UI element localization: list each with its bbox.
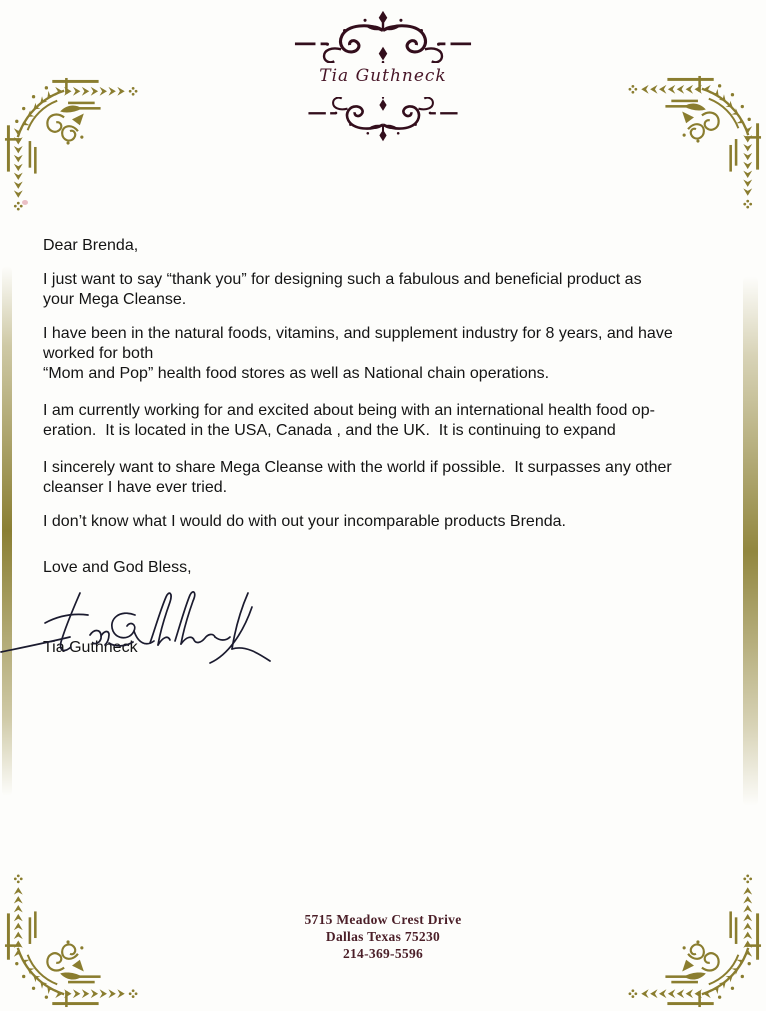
address-line-1: 5715 Meadow Crest Drive [304, 912, 462, 927]
damask-crown-flipped-icon [307, 97, 459, 142]
letter-line: your Mega Cleanse. [43, 291, 187, 308]
paragraph [43, 324, 743, 384]
damask-crown-icon [293, 10, 473, 63]
paragraph [43, 401, 743, 441]
paragraph [43, 270, 743, 310]
scan-edge-artifact-right [743, 276, 758, 806]
letter-line: I don’t know what I would do with out your incomparable products Brenda. [43, 513, 566, 530]
typed-name: Tia Guthneck [43, 639, 138, 656]
letter-line: “Mom and Pop” health food stores as well as National chain operations. [43, 365, 550, 382]
paragraph [43, 512, 743, 532]
letter-line: I have been in the natural foods, vitamins, and supplement industry for 8 years, and have [43, 325, 673, 342]
corner-flourish-top-right-icon [625, 74, 763, 212]
salutation: Dear Brenda, [43, 237, 139, 254]
corner-flourish-top-left-icon [3, 76, 141, 214]
scan-smudge [22, 200, 28, 205]
paragraph [43, 458, 743, 498]
phone-number: 214-369-5596 [342, 946, 424, 961]
letter-line: I am currently working for and excited about being with an international health food op- [43, 402, 655, 419]
handwritten-signature-image [0, 585, 310, 673]
monogram-name: Tia Guthneck [319, 66, 447, 86]
letter-line: I sincerely want to share Mega Cleanse with the world if possible. It surpasses any other [43, 459, 672, 476]
letter-line: eration. It is located in the USA, Canada , and the UK. It is continuing to expand [43, 422, 616, 439]
address-line-2: Dallas Texas 75230 [325, 929, 441, 944]
letter-line: I just want to say “thank you” for designing such a fabulous and beneficial product as [43, 271, 642, 288]
letter-line: worked for both [43, 345, 154, 362]
letter-line: cleanser I have ever tried. [43, 479, 228, 496]
scan-edge-artifact-left [2, 266, 12, 796]
footer-address [0, 911, 766, 962]
closing: Love and God Bless, [43, 559, 192, 576]
